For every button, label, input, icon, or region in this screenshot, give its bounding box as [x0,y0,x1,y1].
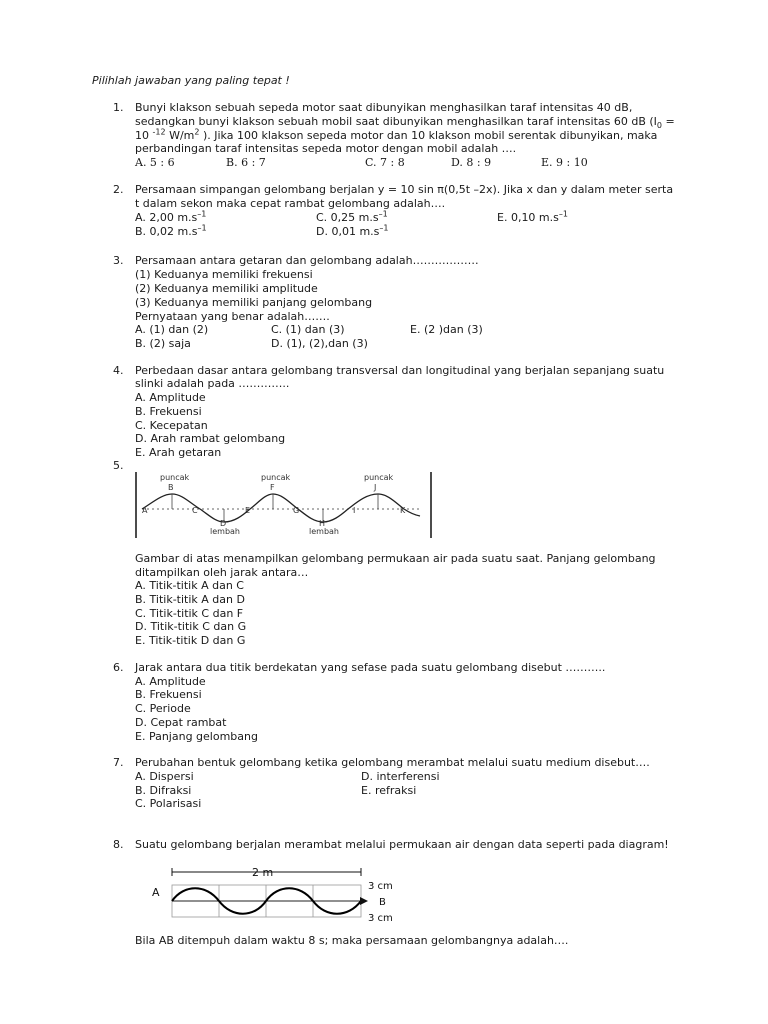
question-number: 7. [113,756,124,769]
question-text-line: Suatu gelombang berjalan merambat melalui permukaan air dengan data seperti pada diagram! [135,838,669,851]
question-number: 5. [113,459,124,472]
statement-item: (1) Keduanya memiliki frekuensi [135,268,313,281]
question-text-line: t dalam sekon maka cepat rambat gelombang adalah…. [135,197,446,210]
option-a[interactable]: A. Titik-titik A dan C [135,579,244,592]
question-text-line: Bunyi klakson sebuah sepeda motor saat dibunyikan menghasilkan taraf intensitas 40 dB, [135,101,633,114]
question-text-line: slinki adalah pada ………….. [135,377,290,390]
statement-item: (2) Keduanya memiliki amplitude [135,282,318,295]
question-number: 3. [113,254,124,267]
point-label: C [192,506,198,515]
wave-grid-diagram [146,862,406,924]
question-number: 2. [113,183,124,196]
option-b[interactable]: B. (2) saja [135,337,191,350]
option-c[interactable]: C. 7 : 8 [365,156,405,169]
option-c[interactable]: C. (1) dan (3) [271,323,345,336]
question-text-line: Jarak antara dua titik berdekatan yang sefase pada suatu gelombang disebut ……….. [135,661,606,674]
question-number: 6. [113,661,124,674]
option-b[interactable]: B. 6 : 7 [226,156,266,169]
option-a[interactable]: A. Amplitude [135,675,206,688]
question-prompt: Pernyataan yang benar adalah……. [135,310,330,323]
statement-item: (3) Keduanya memiliki panjang gelombang [135,296,373,309]
point-b-label: B [379,897,386,908]
option-d[interactable]: D. 8 : 9 [451,156,492,169]
point-label: D [220,519,227,528]
point-label: B [168,483,174,492]
option-c[interactable]: C. Kecepatan [135,419,208,432]
option-e[interactable]: E. Panjang gelombang [135,730,258,743]
point-label: J [374,483,377,492]
point-label: H [319,519,326,528]
option-e[interactable]: E. Titik-titik D dan G [135,634,246,647]
question-number: 8. [113,838,124,851]
arrow-head [360,897,368,905]
option-e[interactable]: E. 9 : 10 [541,156,588,169]
option-a[interactable]: A. Dispersi [135,770,194,783]
length-label: 2 m [252,866,274,879]
option-b[interactable]: B. Frekuensi [135,405,202,418]
option-e[interactable]: E. Arah getaran [135,446,222,459]
question-number: 4. [113,364,124,377]
option-d[interactable]: D. Cepat rambat [135,716,227,729]
option-d[interactable]: D. Titik-titik C dan G [135,620,247,633]
option-d[interactable]: D. 0,01 $m.s^{-1}$ [316,223,389,238]
option-a[interactable]: A. 2,00 $m.s^{-1}$ [135,209,207,224]
option-a[interactable]: A. (1) dan (2) [135,323,209,336]
question-text-line: Gambar di atas menampilkan gelombang permukaan air pada suatu saat. Panjang gelombang [135,552,656,565]
option-b[interactable]: B. Titik-titik A dan D [135,593,245,606]
peak-label: puncak [160,473,190,482]
question-text-line: 10 $^{-12}$ $W/m^2$ ). Jika 100 klakson sepeda motor dan 10 klakson mobil serentak dibunyikan, maka [135,127,658,142]
option-c[interactable]: C. Periode [135,702,191,715]
option-a[interactable]: A. 5 : 6 [135,156,175,169]
question-text-line: Persamaan simpangan gelombang berjalan y = 10 sin π(0,5t –2x). Jika x dan y dalam meter serta [135,183,674,196]
question-text-line: Perubahan bentuk gelombang ketika gelombang merambat melalui suatu medium disebut…. [135,756,650,769]
wave-diagram [130,470,435,542]
option-e[interactable]: E. 0,10 $m.s^{-1}$ [497,209,568,224]
option-c[interactable]: C. Titik-titik C dan F [135,607,244,620]
trough-label: lembah [210,527,240,536]
instruction-text: Pilihlah jawaban yang paling tepat ! [92,74,290,87]
point-label: G [293,506,300,515]
amplitude-top-label: 3 cm [368,881,393,892]
amplitude-bottom-label: 3 cm [368,913,393,924]
point-label: E [245,506,251,515]
question-number: 1. [113,101,124,114]
question-text-line: ditampilkan oleh jarak antara… [135,566,309,579]
question-text-line: perbandingan taraf intensitas sepeda motor dengan mobil adalah …. [135,142,517,155]
option-d[interactable]: D. interferensi [361,770,440,783]
point-label: K [400,506,406,515]
option-e[interactable]: E. (2 )dan (3) [410,323,483,336]
option-b[interactable]: B. 0,02 $m.s^{-1}$ [135,223,207,238]
point-label: I [353,506,356,515]
point-label: A [142,506,148,515]
option-d[interactable]: D. (1), (2),dan (3) [271,337,368,350]
option-b[interactable]: B. Frekuensi [135,688,202,701]
point-label: F [270,483,275,492]
trough-label: lembah [309,527,339,536]
option-b[interactable]: B. Difraksi [135,784,192,797]
question-text-line: sedangkan bunyi klakson sebuah mobil saat dibunyikan menghasilkan taraf intensitas 60 dB ($I_0$ = [135,115,675,131]
peak-label: puncak [261,473,291,482]
option-d[interactable]: D. Arah rambat gelombang [135,432,286,445]
question-text-line: Persamaan antara getaran dan gelombang adalah……………… [135,254,479,267]
option-a[interactable]: A. Amplitude [135,391,206,404]
question-text-line: Perbedaan dasar antara gelombang transversal dan longitudinal yang berjalan sepanjang suatu [135,364,665,377]
question-text-line: Bila AB ditempuh dalam waktu 8 s; maka persamaan gelombangnya adalah…. [135,934,569,947]
peak-label: puncak [364,473,394,482]
option-e[interactable]: E. refraksi [361,784,417,797]
option-c[interactable]: C. 0,25 $m.s^{-1}$ [316,209,388,224]
option-c[interactable]: C. Polarisasi [135,797,202,810]
point-a-label: A [152,886,160,899]
